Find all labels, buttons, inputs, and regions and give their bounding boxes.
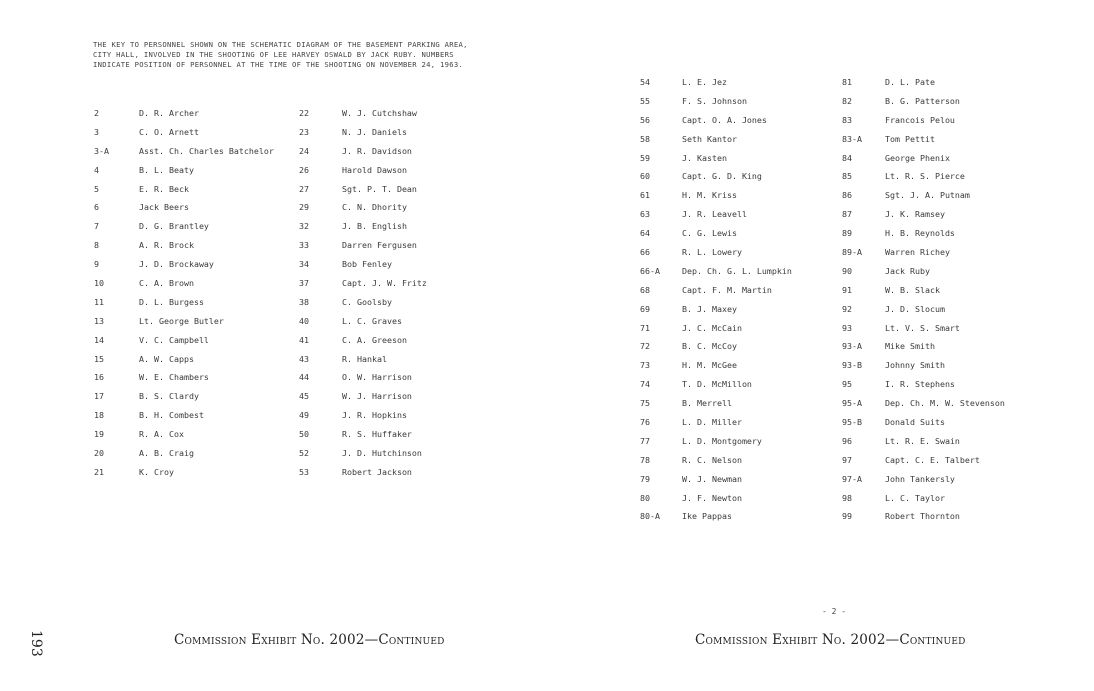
personnel-name: O. W. Harrison	[342, 372, 412, 383]
personnel-name: Mike Smith	[885, 341, 935, 352]
position-number: 93-A	[842, 341, 862, 352]
position-number: 64	[640, 228, 650, 239]
position-number: 61	[640, 190, 650, 201]
position-number: 66-A	[640, 265, 660, 276]
position-number: 55	[640, 95, 650, 106]
position-number: 53	[299, 466, 309, 477]
personnel-name: D. R. Archer	[139, 108, 199, 118]
personnel-name: R. S. Huffaker	[342, 429, 412, 440]
personnel-name: T. D. McMillon	[682, 379, 752, 390]
position-number: 93-B	[842, 360, 862, 371]
personnel-name: Lt. R. S. Pierce	[885, 171, 965, 182]
position-number: 99	[842, 511, 852, 522]
personnel-name: J. C. McCain	[682, 322, 742, 333]
personnel-name: J. R. Leavell	[682, 209, 747, 220]
exhibit-caption-right: Commission Exhibit No. 2002—Continued	[695, 632, 966, 648]
position-number: 97	[842, 454, 852, 465]
personnel-name: C. O. Arnett	[139, 126, 199, 137]
position-number: 52	[299, 448, 309, 459]
personnel-name: Capt. G. D. King	[682, 171, 762, 182]
position-number: 74	[640, 379, 650, 390]
position-number: 19	[94, 429, 104, 440]
position-number: 34	[299, 259, 309, 270]
personnel-name: H. M. McGee	[682, 360, 737, 371]
position-number: 50	[299, 429, 309, 440]
personnel-name: F. S. Johnson	[682, 95, 747, 106]
personnel-name: D. L. Burgess	[139, 296, 204, 307]
position-number: 95	[842, 379, 852, 390]
position-number: 7	[94, 221, 99, 232]
position-number: 78	[640, 454, 650, 465]
personnel-name: B. S. Clardy	[139, 391, 199, 402]
side-page-number: 193	[28, 630, 44, 657]
personnel-name: E. R. Beck	[139, 183, 189, 194]
personnel-name: B. C. McCoy	[682, 341, 737, 352]
personnel-name: B. L. Beaty	[139, 164, 194, 175]
personnel-name: J. D. Brockaway	[139, 259, 214, 270]
position-number: 43	[299, 353, 309, 364]
personnel-name: D. G. Brantley	[139, 221, 209, 232]
personnel-name: L. E. Jez	[682, 77, 727, 87]
personnel-name: Lt. R. E. Swain	[885, 435, 960, 446]
position-number: 84	[842, 152, 852, 163]
personnel-name: R. L. Lowery	[682, 247, 742, 258]
position-number: 54	[640, 77, 650, 87]
position-number: 10	[94, 278, 104, 289]
personnel-name: Lt. V. S. Smart	[885, 322, 960, 333]
personnel-name: L. D. Miller	[682, 417, 742, 428]
position-number: 85	[842, 171, 852, 182]
position-number: 87	[842, 209, 852, 220]
position-number: 89	[842, 228, 852, 239]
personnel-name: W. B. Slack	[885, 284, 940, 295]
personnel-name: Capt. J. W. Fritz	[342, 278, 427, 289]
position-number: 3	[94, 126, 99, 137]
personnel-name: A. B. Craig	[139, 448, 194, 459]
personnel-name: L. C. Taylor	[885, 492, 945, 503]
personnel-name: Dep. Ch. G. L. Lumpkin	[682, 265, 792, 276]
personnel-name: A. R. Brock	[139, 240, 194, 251]
personnel-name: Warren Richey	[885, 247, 950, 258]
position-number: 29	[299, 202, 309, 213]
position-number: 92	[842, 303, 852, 314]
personnel-name: J. R. Hopkins	[342, 410, 407, 421]
personnel-name: J. Kasten	[682, 152, 727, 163]
personnel-name: B. J. Maxey	[682, 303, 737, 314]
personnel-name: Francois Pelou	[885, 114, 955, 125]
position-number: 38	[299, 296, 309, 307]
position-number: 80-A	[640, 511, 660, 522]
position-number: 73	[640, 360, 650, 371]
position-number: 76	[640, 417, 650, 428]
position-number: 91	[842, 284, 852, 295]
position-number: 5	[94, 183, 99, 194]
personnel-name: L. D. Montgomery	[682, 435, 762, 446]
exhibit-caption-left: Commission Exhibit No. 2002—Continued	[174, 632, 445, 648]
position-number: 45	[299, 391, 309, 402]
personnel-name: Johnny Smith	[885, 360, 945, 371]
position-number: 89-A	[842, 247, 862, 258]
position-number: 24	[299, 145, 309, 156]
personnel-name: J. K. Ramsey	[885, 209, 945, 220]
position-number: 82	[842, 95, 852, 106]
position-number: 17	[94, 391, 104, 402]
personnel-name: J. R. Davidson	[342, 145, 412, 156]
position-number: 23	[299, 126, 309, 137]
position-number: 37	[299, 278, 309, 289]
position-number: 81	[842, 77, 852, 87]
position-number: 16	[94, 372, 104, 383]
personnel-name: D. L. Pate	[885, 77, 935, 87]
position-number: 72	[640, 341, 650, 352]
position-number: 66	[640, 247, 650, 258]
position-number: 21	[94, 466, 104, 477]
position-number: 44	[299, 372, 309, 383]
position-number: 2	[94, 108, 99, 118]
header-line: INDICATE POSITION OF PERSONNEL AT THE TIME OF THE SHOOTING ON NOVEMBER 24, 1963.	[93, 60, 464, 69]
personnel-name: W. J. Newman	[682, 473, 742, 484]
personnel-name: W. J. Harrison	[342, 391, 412, 402]
position-number: 90	[842, 265, 852, 276]
personnel-name: C. A. Brown	[139, 278, 194, 289]
position-number: 97-A	[842, 473, 862, 484]
position-number: 98	[842, 492, 852, 503]
personnel-name: Ike Pappas	[682, 511, 732, 522]
position-number: 75	[640, 398, 650, 409]
personnel-name: J. D. Hutchinson	[342, 448, 422, 459]
personnel-name: R. Hankal	[342, 353, 387, 364]
position-number: 20	[94, 448, 104, 459]
personnel-name: Jack Beers	[139, 202, 189, 213]
personnel-name: K. Croy	[139, 466, 174, 477]
personnel-name: Jack Ruby	[885, 265, 930, 276]
personnel-name: Sgt. J. A. Putnam	[885, 190, 970, 201]
personnel-name: Bob Fenley	[342, 259, 392, 270]
position-number: 95-B	[842, 417, 862, 428]
personnel-name: Capt. F. M. Martin	[682, 284, 772, 295]
position-number: 68	[640, 284, 650, 295]
position-number: 95-A	[842, 398, 862, 409]
personnel-name: J. D. Slocum	[885, 303, 945, 314]
page-number: - 2 -	[822, 607, 847, 616]
position-number: 49	[299, 410, 309, 421]
position-number: 96	[842, 435, 852, 446]
personnel-name: H. M. Kriss	[682, 190, 737, 201]
personnel-name: W. J. Cutchshaw	[342, 108, 417, 118]
personnel-name: George Phenix	[885, 152, 950, 163]
personnel-name: Lt. George Butler	[139, 315, 224, 326]
position-number: 41	[299, 334, 309, 345]
position-number: 13	[94, 315, 104, 326]
position-number: 11	[94, 296, 104, 307]
position-number: 8	[94, 240, 99, 251]
personnel-name: Robert Jackson	[342, 466, 412, 477]
position-number: 18	[94, 410, 104, 421]
header-line: THE KEY TO PERSONNEL SHOWN ON THE SCHEMATIC DIAGRAM OF THE BASEMENT PARKING AREA,	[93, 40, 468, 49]
position-number: 6	[94, 202, 99, 213]
position-number: 63	[640, 209, 650, 220]
personnel-name: B. H. Combest	[139, 410, 204, 421]
personnel-name: Robert Thornton	[885, 511, 960, 522]
personnel-name: B. G. Patterson	[885, 95, 960, 106]
position-number: 86	[842, 190, 852, 201]
personnel-name: L. C. Graves	[342, 315, 402, 326]
position-number: 77	[640, 435, 650, 446]
position-number: 59	[640, 152, 650, 163]
personnel-name: R. A. Cox	[139, 429, 184, 440]
personnel-name: W. E. Chambers	[139, 372, 209, 383]
personnel-name: C. Goolsby	[342, 296, 392, 307]
position-number: 26	[299, 164, 309, 175]
personnel-name: H. B. Reynolds	[885, 228, 955, 239]
position-number: 33	[299, 240, 309, 251]
position-number: 60	[640, 171, 650, 182]
personnel-name: C. N. Dhority	[342, 202, 407, 213]
position-number: 3-A	[94, 145, 109, 156]
personnel-name: C. G. Lewis	[682, 228, 737, 239]
personnel-name: Asst. Ch. Charles Batchelor	[139, 145, 274, 156]
personnel-name: Dep. Ch. M. W. Stevenson	[885, 398, 1005, 409]
position-number: 83	[842, 114, 852, 125]
personnel-name: V. C. Campbell	[139, 334, 209, 345]
personnel-name: J. B. English	[342, 221, 407, 232]
position-number: 56	[640, 114, 650, 125]
position-number: 79	[640, 473, 650, 484]
personnel-name: C. A. Greeson	[342, 334, 407, 345]
personnel-name: I. R. Stephens	[885, 379, 955, 390]
personnel-name: John Tankersly	[885, 473, 955, 484]
personnel-name: Capt. O. A. Jones	[682, 114, 767, 125]
position-number: 83-A	[842, 133, 862, 144]
personnel-name: N. J. Daniels	[342, 126, 407, 137]
position-number: 71	[640, 322, 650, 333]
document-header	[93, 40, 493, 70]
position-number: 32	[299, 221, 309, 232]
position-number: 58	[640, 133, 650, 144]
position-number: 9	[94, 259, 99, 270]
personnel-name: R. C. Nelson	[682, 454, 742, 465]
personnel-name: A. W. Capps	[139, 353, 194, 364]
personnel-name: J. F. Newton	[682, 492, 742, 503]
header-line: CITY HALL, INVOLVED IN THE SHOOTING OF LEE HARVEY OSWALD BY JACK RUBY. NUMBERS	[93, 50, 454, 59]
position-number: 93	[842, 322, 852, 333]
position-number: 40	[299, 315, 309, 326]
personnel-name: B. Merrell	[682, 398, 732, 409]
personnel-name: Harold Dawson	[342, 164, 407, 175]
personnel-name: Donald Suits	[885, 417, 945, 428]
position-number: 14	[94, 334, 104, 345]
position-number: 80	[640, 492, 650, 503]
position-number: 69	[640, 303, 650, 314]
personnel-name: Capt. C. E. Talbert	[885, 454, 980, 465]
position-number: 4	[94, 164, 99, 175]
position-number: 27	[299, 183, 309, 194]
personnel-name: Sgt. P. T. Dean	[342, 183, 417, 194]
personnel-name: Seth Kantor	[682, 133, 737, 144]
position-number: 22	[299, 108, 309, 118]
personnel-name: Darren Fergusen	[342, 240, 417, 251]
position-number: 15	[94, 353, 104, 364]
personnel-name: Tom Pettit	[885, 133, 935, 144]
